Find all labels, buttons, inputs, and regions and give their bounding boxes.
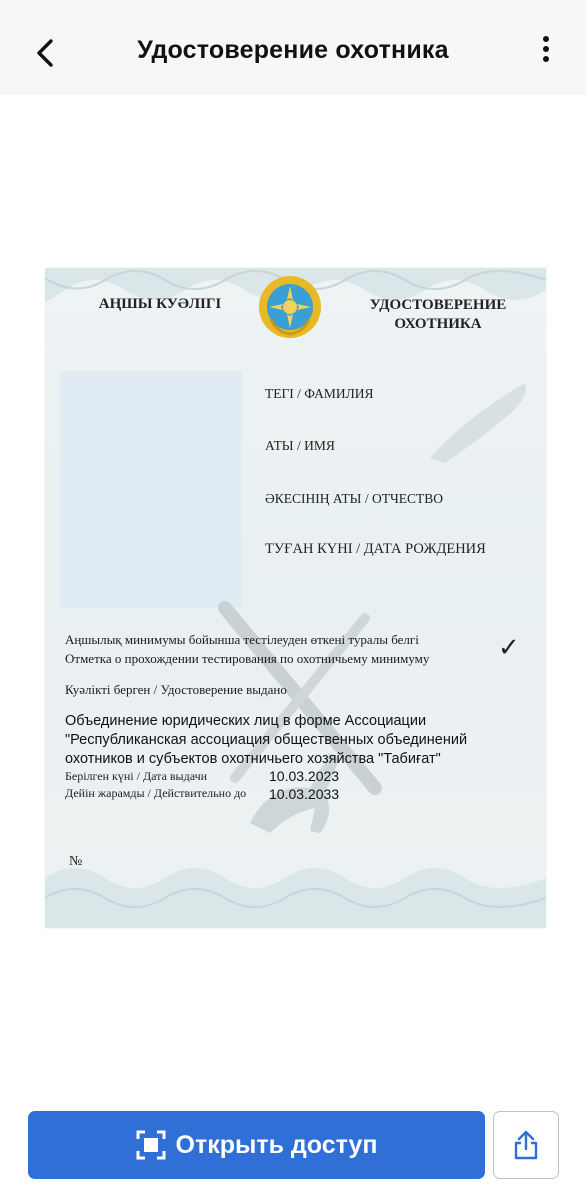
page-title: Удостоверение охотника [137,36,449,64]
bottom-wave-ornament [45,858,546,928]
qr-frame-icon [136,1130,166,1160]
share-icon [513,1130,539,1160]
kazakhstan-emblem-icon [257,274,323,340]
open-access-button[interactable] [28,1111,485,1179]
issuer-label: Куәлікті берген / Удостоверение выдано [65,682,287,697]
issue-date-value: 10.03.2023 [269,768,340,784]
more-menu-button[interactable] [526,30,566,70]
knife-watermark-icon [425,378,535,468]
open-access-label: Открыть доступ [175,1130,378,1159]
issue-date-label: Берілген күні / Дата выдачи [65,769,208,783]
photo-placeholder [60,371,242,608]
field-birthdate: ТУҒАН КҮНІ / ДАТА РОЖДЕНИЯ [265,541,486,557]
header-kazakh: АҢШЫ КУӘЛІГІ [98,296,222,312]
app-header [0,0,586,95]
field-name: АТЫ / ИМЯ [265,438,335,453]
hunter-certificate-document [45,268,546,928]
test-passed-checkmark-icon: ✓ [498,632,520,662]
test-mark-kazakh: Аңшылық минимумы бойынша тестілеуден өткені туралы белгі [65,632,419,647]
share-button[interactable] [493,1111,559,1179]
number-label: № [69,854,83,869]
valid-until-value: 10.03.2033 [269,786,340,802]
header-russian: УДОСТОВЕРЕНИЕ ОХОТНИКА [369,297,507,332]
issuer-name: Объединение юридических лиц в форме Ассоциации "Республиканская ассоциация общественных объединений охотников и субъектов охотничьего хозяйства "Табиғат" [65,713,468,767]
test-mark-russian: Отметка о прохождении тестирования по охотничьему минимуму [65,651,430,666]
field-surname: ТЕГІ / ФАМИЛИЯ [265,386,374,401]
more-vertical-icon [542,35,550,65]
field-patronymic: ӘКЕСІНІҢ АТЫ / ОТЧЕСТВО [265,491,443,506]
valid-until-label: Дейін жарамды / Действительно до [65,786,247,800]
